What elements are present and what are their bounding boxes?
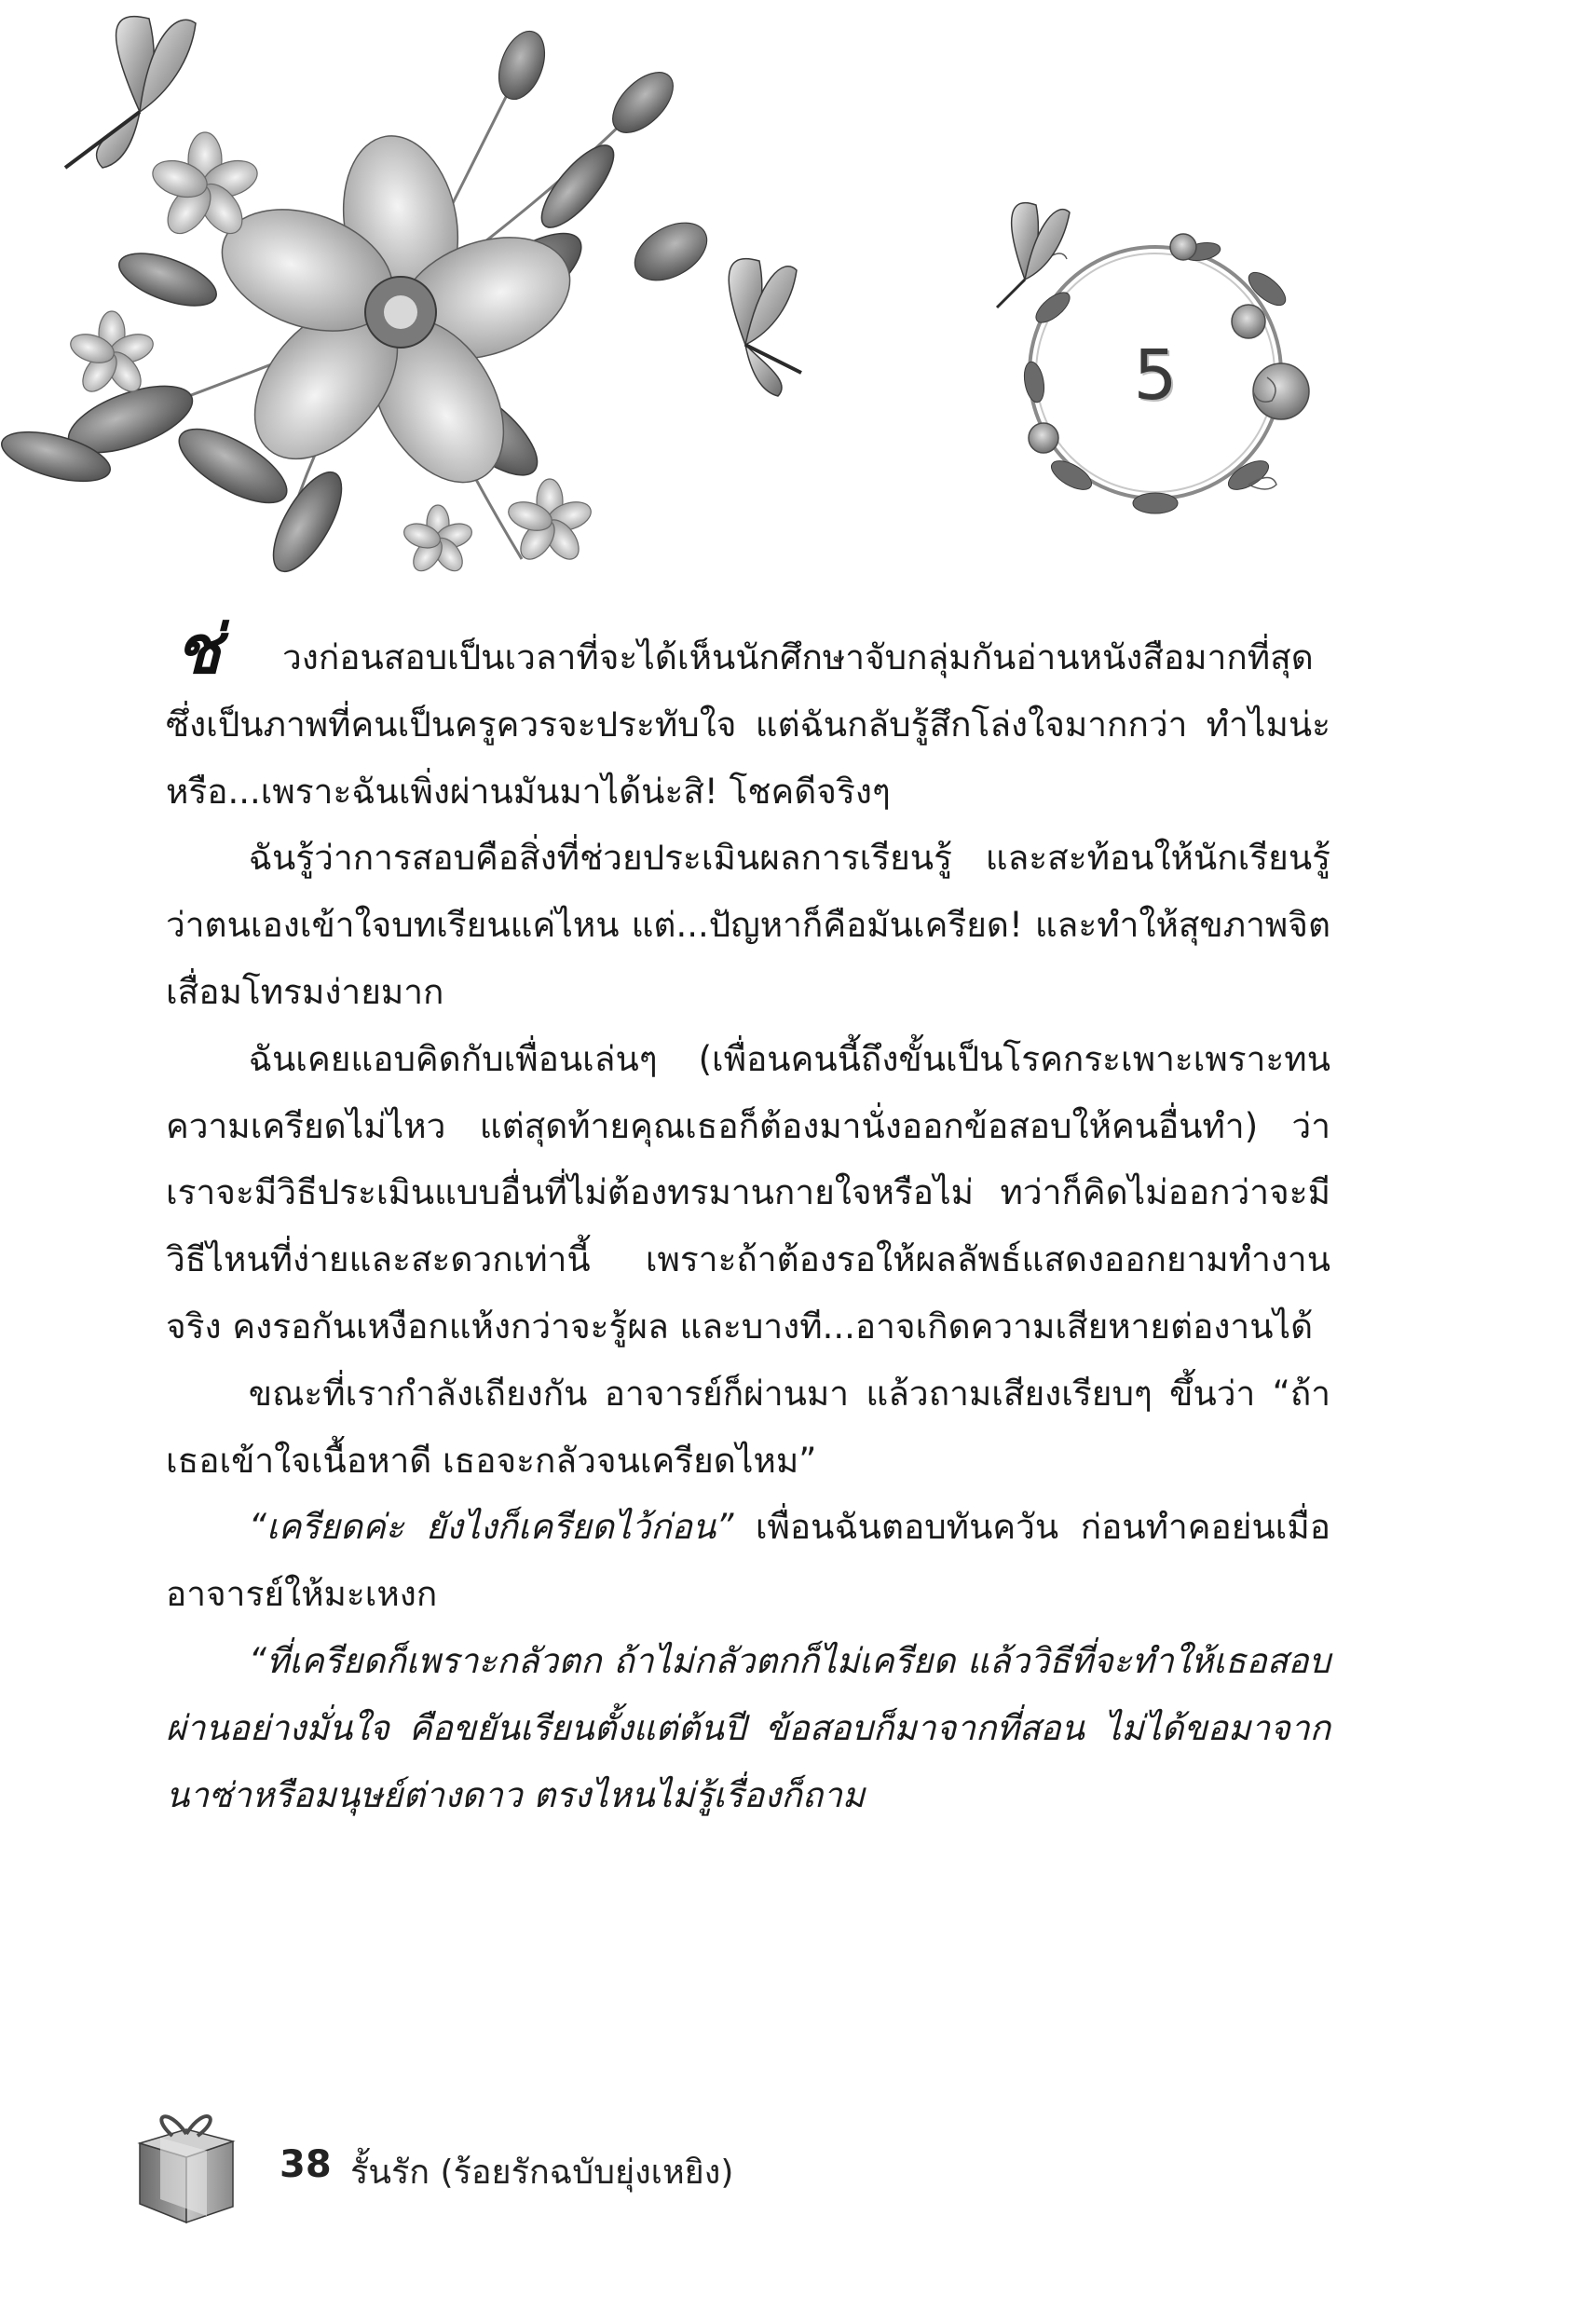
floral-butterfly-illustration [0,0,820,596]
paragraph: ฉันเคยแอบคิดกับเพื่อนเล่นๆ (เพื่อนคนนี้ถึงขั้นเป็นโรคกระเพาะเพราะทนความเครียดไม่ไหว แต่สุดท้ายคุณเธอก็ต้องมานั่งออกข้อสอบให้คนอื่นทำ) ว่าเราจะมีวิธีประเมินแบบอื่นที่ไม่ต้องทรมานกายใจหรือไม่ ทว่าก็คิดไม่ออกว่าจะมีวิธีไหนที่ง่ายและสะดวกเท่านี้ เพราะถ้าต้องรอให้ผลลัพธ์แสดงออกยามทำงานจริง คงรอกันเหงือกแห้งกว่าจะรู้ผล และบางที...อาจเกิดความเสียหายต่องานได้ [166,1038,1330,1347]
page-number: 38 [280,2143,332,2186]
paragraph: ขณะที่เรากำลังเถียงกัน อาจารย์ก็ผ่านมา แล้วถามเสียงเรียบๆ ขึ้นว่า “ถ้าเธอเข้าใจเนื้อหาดี เธอจะกลัวจนเครียดไหม” [166,1373,1330,1481]
paragraph-text: วงก่อนสอบเป็นเวลาที่จะได้เห็นนักศึกษาจับกลุ่มกันอ่านหนังสือมากที่สุด ซึ่งเป็นภาพที่คนเป็นครูควรจะประทับใจ แต่ฉันกลับรู้สึกโล่งใจมากกว่า ทำไมน่ะหรือ...เพราะฉันเพิ่งผ่านมันมาได้น่ะสิ! โชคดีจริงๆ [166,637,1330,812]
gift-box-icon [130,2097,242,2227]
page-footer [130,2097,969,2236]
chapter-body [166,609,1330,1828]
paragraph [166,1494,1330,1628]
drop-cap: ช่ [175,609,221,689]
book-title: รั้นรัก (ร้อยรักฉบับยุ่งเหยิง) [350,2154,734,2192]
chapter-number: 5 [1133,335,1178,416]
paragraph [166,1628,1330,1828]
dialogue-italic: “ที่เครียดก็เพราะกลัวตก ถ้าไม่กลัวตกก็ไม่เครียด แล้ววิธีที่จะทำให้เธอสอบผ่านอย่างมั่นใจ คือขยันเรียนตั้งแต่ต้นปี ข้อสอบก็มาจากที่สอน ไม่ได้ขอมาจากนาซ่าหรือมนุษย์ต่างดาว ตรงไหนไม่รู้เรื่องก็ถาม [166,1640,1330,1815]
paragraph: ฉันรู้ว่าการสอบคือสิ่งที่ช่วยประเมินผลการเรียนรู้ และสะท้อนให้นักเรียนรู้ว่าตนเองเข้าใจบทเรียนแค่ไหน แต่...ปัญหาก็คือมันเครียด! และทำให้สุขภาพจิตเสื่อมโทรมง่ายมาก [166,838,1330,1012]
paragraph-text: เพื่อนฉันตอบทันควัน ก่อนทำคอย่นเมื่ออาจารย์ให้มะเหงก [166,1507,1330,1615]
paragraph [166,609,1330,825]
dialogue-italic: “เครียดค่ะ ยังไงก็เครียดไว้ก่อน” [248,1507,734,1548]
